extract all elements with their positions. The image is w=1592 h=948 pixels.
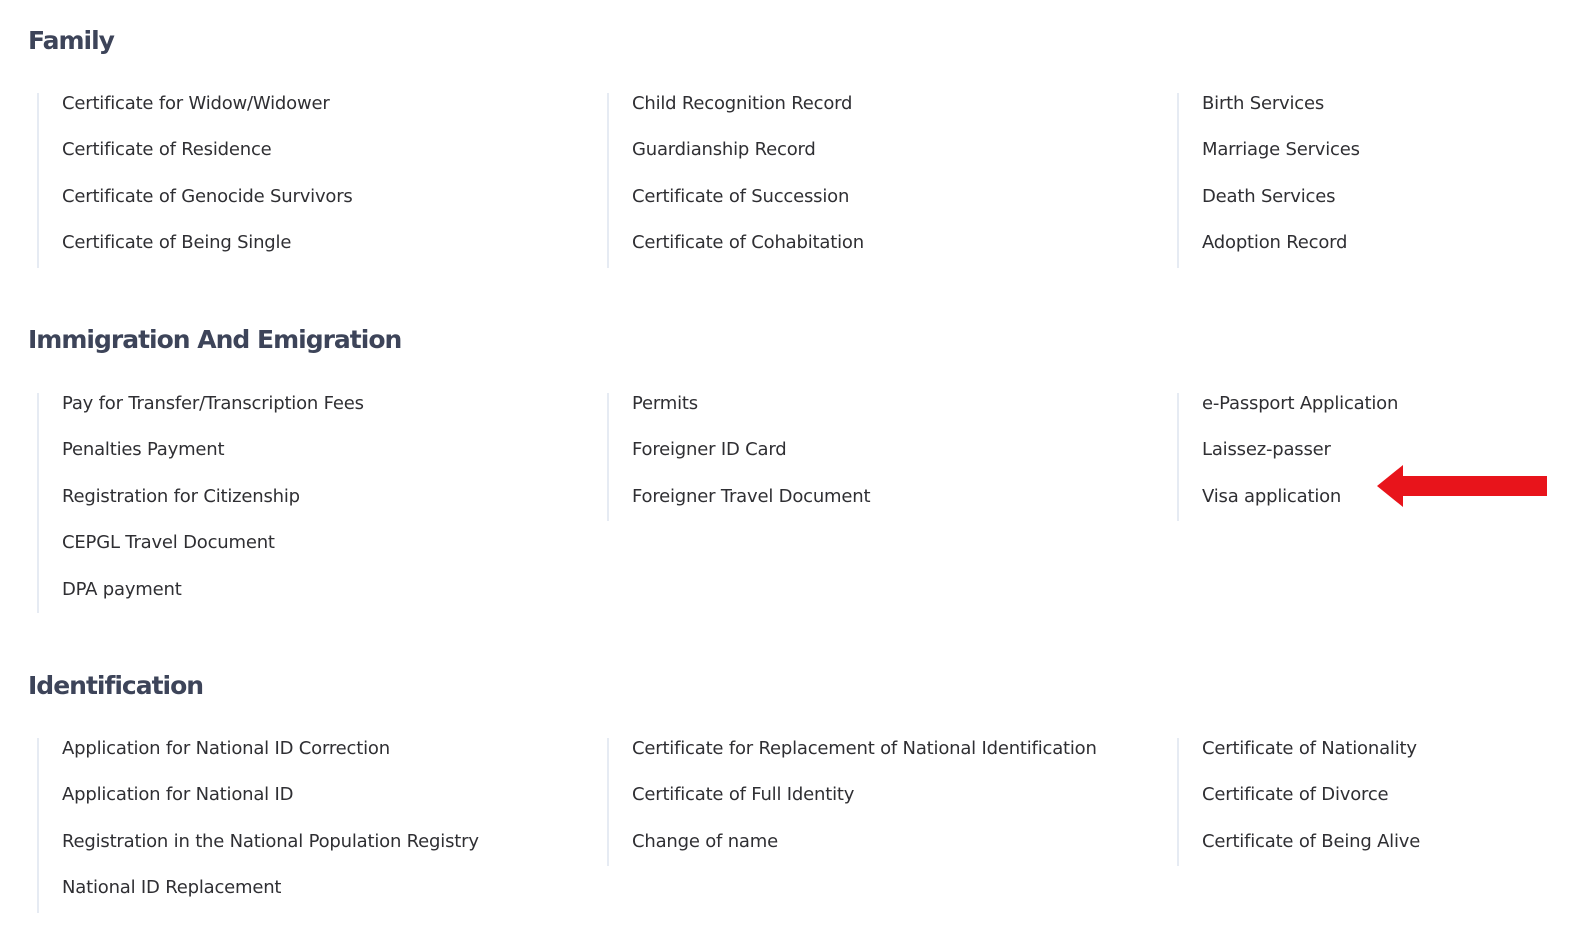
service-link[interactable]: Pay for Transfer/Transcription Fees	[62, 393, 364, 414]
service-link[interactable]: Laissez-passer	[1202, 439, 1331, 460]
service-link[interactable]: DPA payment	[62, 579, 182, 600]
service-column	[37, 393, 364, 613]
service-link[interactable]: Foreigner Travel Document	[632, 486, 871, 507]
red-arrow-left-icon	[1377, 465, 1547, 507]
service-link[interactable]: Registration in the National Population Registry	[62, 831, 479, 852]
service-link[interactable]: Death Services	[1202, 186, 1336, 207]
service-column	[37, 738, 479, 913]
service-link[interactable]: National ID Replacement	[62, 877, 282, 898]
service-link[interactable]: Certificate for Widow/Widower	[62, 93, 330, 114]
service-column	[37, 93, 353, 268]
service-link[interactable]: Certificate of Succession	[632, 186, 850, 207]
service-link[interactable]: Child Recognition Record	[632, 93, 853, 114]
service-link[interactable]: Certificate of Divorce	[1202, 784, 1389, 805]
service-column	[1177, 393, 1399, 521]
service-link[interactable]: Marriage Services	[1202, 139, 1360, 160]
service-link[interactable]: Registration for Citizenship	[62, 486, 300, 507]
arrow-shape	[1377, 465, 1547, 507]
section-title: Family	[28, 26, 114, 55]
service-link[interactable]: Adoption Record	[1202, 232, 1348, 253]
service-link[interactable]: Guardianship Record	[632, 139, 816, 160]
service-link[interactable]: CEPGL Travel Document	[62, 532, 275, 553]
service-link[interactable]: Certificate of Full Identity	[632, 784, 855, 805]
service-link[interactable]: Certificate of Being Alive	[1202, 831, 1421, 852]
service-link[interactable]: Change of name	[632, 831, 778, 852]
service-link[interactable]: Application for National ID Correction	[62, 738, 390, 759]
service-column	[607, 93, 864, 268]
service-link[interactable]: Birth Services	[1202, 93, 1325, 114]
service-link[interactable]: Foreigner ID Card	[632, 439, 787, 460]
service-column	[607, 738, 1097, 866]
service-link[interactable]: Certificate of Nationality	[1202, 738, 1417, 759]
service-column	[1177, 738, 1421, 866]
service-link[interactable]: Application for National ID	[62, 784, 294, 805]
service-column	[1177, 93, 1360, 268]
service-column	[607, 393, 871, 521]
service-link[interactable]: e-Passport Application	[1202, 393, 1399, 414]
service-link[interactable]: Certificate for Replacement of National Identification	[632, 738, 1097, 759]
service-link[interactable]: Penalties Payment	[62, 439, 225, 460]
service-link[interactable]: Certificate of Residence	[62, 139, 272, 160]
service-link[interactable]: Certificate of Cohabitation	[632, 232, 864, 253]
service-link[interactable]: Certificate of Genocide Survivors	[62, 186, 353, 207]
service-link[interactable]: Permits	[632, 393, 698, 414]
section-title: Immigration And Emigration	[28, 325, 402, 354]
section-title: Identification	[28, 671, 204, 700]
visa-application-link[interactable]: Visa application	[1202, 486, 1342, 507]
service-link[interactable]: Certificate of Being Single	[62, 232, 292, 253]
